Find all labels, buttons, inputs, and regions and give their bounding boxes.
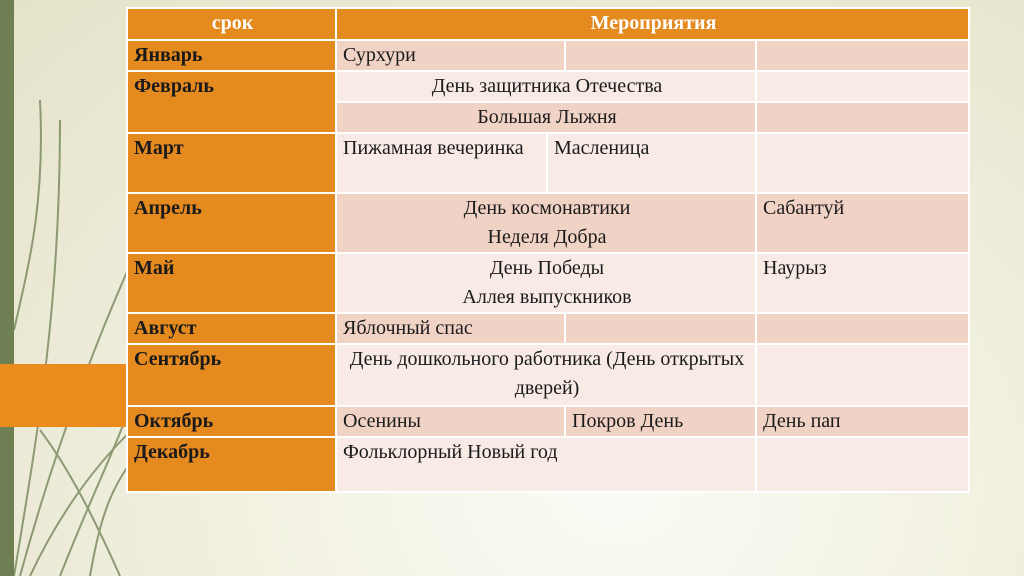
event-cell: Осенины — [336, 406, 565, 437]
table-row-february — [127, 71, 969, 102]
month-cell: Сентябрь — [127, 344, 336, 406]
table-row-may — [127, 253, 969, 313]
event-cell-empty — [756, 133, 969, 193]
month-cell: Май — [127, 253, 336, 313]
table-row-april — [127, 193, 969, 253]
month-cell: Октябрь — [127, 406, 336, 437]
event-cell: Яблочный спас — [336, 313, 565, 344]
event-cell-empty — [565, 40, 756, 71]
event-cell-empty — [565, 313, 756, 344]
header-term: срок — [127, 8, 336, 40]
table-row-january — [127, 40, 969, 71]
table-row-august — [127, 313, 969, 344]
month-cell: Декабрь — [127, 437, 336, 492]
event-cell: Масленица — [547, 133, 756, 193]
event-cell: Большая Лыжня — [336, 102, 756, 133]
table-row-october — [127, 406, 969, 437]
event-cell-empty — [756, 102, 969, 133]
event-cell: Наурыз — [756, 253, 969, 313]
event-cell-empty — [756, 437, 969, 492]
table-row-march — [127, 133, 969, 193]
event-cell-empty — [756, 313, 969, 344]
event-line: Неделя Добра — [487, 226, 607, 248]
event-cell: Сурхури — [336, 40, 565, 71]
month-cell: Август — [127, 313, 336, 344]
table-row-september — [127, 344, 969, 406]
event-cell-empty — [756, 344, 969, 406]
month-cell: Март — [127, 133, 336, 193]
event-line: День космонавтики — [463, 197, 631, 219]
month-cell: Апрель — [127, 193, 336, 253]
table-header-row — [127, 8, 969, 40]
event-line: Аллея выпускников — [462, 286, 632, 308]
month-cell: Январь — [127, 40, 336, 71]
event-line: День Победы — [489, 257, 605, 279]
event-cell: День дошкольного работника (День открытых дверей) — [336, 344, 756, 406]
orange-accent-block — [0, 364, 126, 427]
event-cell: День пап — [756, 406, 969, 437]
event-cell — [336, 193, 756, 253]
event-cell: Покров День — [565, 406, 756, 437]
event-cell: Сабантуй — [756, 193, 969, 253]
header-events: Мероприятия — [336, 8, 969, 40]
event-cell: День защитника Отечества — [336, 71, 756, 102]
event-cell-empty — [756, 40, 969, 71]
event-cell: Фольклорный Новый год — [336, 437, 756, 492]
event-cell — [336, 253, 756, 313]
events-schedule-table — [126, 7, 970, 493]
month-cell: Февраль — [127, 71, 336, 133]
table-row-december — [127, 437, 969, 492]
event-cell: Пижамная вечеринка — [336, 133, 547, 193]
event-cell-empty — [756, 71, 969, 102]
